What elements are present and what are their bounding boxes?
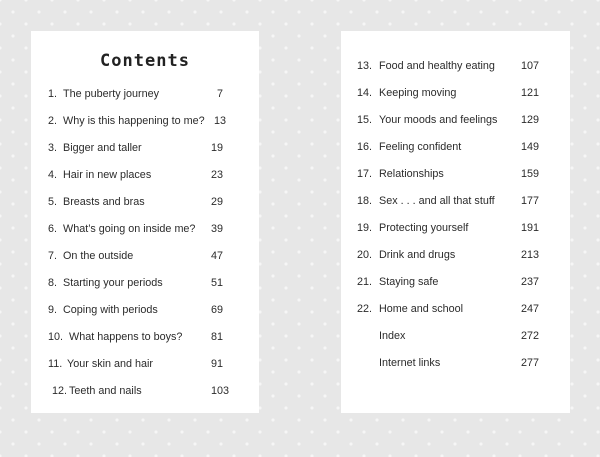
toc-entry[interactable] (341, 323, 570, 350)
toc-entry[interactable] (341, 296, 570, 323)
toc-entry-page: 247 (520, 303, 539, 315)
toc-entry[interactable] (31, 324, 259, 351)
toc-entry-title: Feeling confident (379, 141, 462, 153)
toc-entry[interactable] (341, 107, 570, 134)
toc-entry-page: 13 (213, 115, 226, 127)
toc-entry-title: Coping with periods (63, 304, 158, 316)
toc-entry-number: 21. (357, 276, 373, 288)
toc-entry-number: 10. (48, 331, 64, 343)
toc-entry-page: 7 (216, 88, 223, 100)
toc-entry-page: 51 (210, 277, 223, 289)
toc-entry-page: 277 (520, 357, 539, 369)
toc-entry-number: 6. (48, 223, 58, 235)
toc-entry[interactable] (31, 135, 259, 162)
toc-entry-title: Your skin and hair (67, 358, 154, 370)
toc-entry-number: 2. (48, 115, 58, 127)
toc-entry[interactable] (31, 351, 259, 378)
toc-entry-number: 16. (357, 141, 373, 153)
toc-entry-page: 29 (210, 196, 223, 208)
toc-entry[interactable] (31, 378, 259, 405)
toc-entry-number: 9. (48, 304, 58, 316)
toc-entry[interactable] (31, 108, 259, 135)
toc-entry-title: Staying safe (379, 276, 439, 288)
toc-entry-page: 272 (520, 330, 539, 342)
toc-entry-title: Your moods and feelings (379, 114, 498, 126)
toc-entry-number: 12. (52, 385, 68, 397)
toc-entry-number: 1. (48, 88, 58, 100)
toc-entry-title: Sex . . . and all that stuff (379, 195, 495, 207)
toc-entry[interactable] (341, 350, 570, 377)
toc-entry-title: The puberty journey (63, 88, 160, 100)
toc-entry-page: 237 (520, 276, 539, 288)
toc-entry-title: Why is this happening to me? (63, 115, 205, 127)
toc-entry-number: 17. (357, 168, 373, 180)
contents-list-left (31, 81, 259, 405)
toc-entry-page: 129 (520, 114, 539, 126)
toc-entry-page: 107 (520, 60, 539, 72)
toc-entry[interactable] (341, 269, 570, 296)
toc-entry-number: 13. (357, 60, 373, 72)
toc-entry-title: Starting your periods (63, 277, 163, 289)
toc-entry-page: 191 (520, 222, 539, 234)
toc-entry-title: Protecting yourself (379, 222, 469, 234)
toc-entry-number: 7. (48, 250, 58, 262)
toc-entry-number: 8. (48, 277, 58, 289)
toc-entry[interactable] (341, 53, 570, 80)
toc-entry-number: 5. (48, 196, 58, 208)
toc-entry-title: Relationships (379, 168, 444, 180)
toc-entry[interactable] (31, 243, 259, 270)
toc-entry-title: Keeping moving (379, 87, 457, 99)
toc-entry[interactable] (31, 189, 259, 216)
toc-entry-page: 23 (210, 169, 223, 181)
toc-entry[interactable] (31, 162, 259, 189)
toc-entry-page: 19 (210, 142, 223, 154)
toc-entry-number: 15. (357, 114, 373, 126)
toc-entry-number: 11. (48, 358, 63, 370)
toc-entry-title: Teeth and nails (69, 385, 142, 397)
toc-entry[interactable] (31, 216, 259, 243)
toc-entry-page: 39 (210, 223, 223, 235)
toc-entry-number: 22. (357, 303, 373, 315)
toc-entry-number: 4. (48, 169, 58, 181)
toc-entry-number: 20. (357, 249, 373, 261)
toc-entry[interactable] (31, 81, 259, 108)
toc-entry-number: 14. (357, 87, 373, 99)
toc-entry[interactable] (341, 161, 570, 188)
contents-panel-left (31, 31, 259, 413)
toc-entry-number: 18. (357, 195, 373, 207)
toc-entry-page: 69 (210, 304, 223, 316)
toc-entry-title: Index (379, 330, 406, 342)
toc-entry-title: Bigger and taller (63, 142, 142, 154)
contents-title: Contents (100, 51, 190, 71)
toc-entry-title: What happens to boys? (69, 331, 183, 343)
toc-entry-title: Food and healthy eating (379, 60, 495, 72)
toc-entry-page: 149 (520, 141, 539, 153)
toc-entry[interactable] (31, 270, 259, 297)
toc-entry-number: 19. (357, 222, 373, 234)
toc-entry-title: Breasts and bras (63, 196, 145, 208)
toc-entry-title: Drink and drugs (379, 249, 456, 261)
toc-entry-title: Home and school (379, 303, 464, 315)
toc-entry-page: 159 (520, 168, 539, 180)
toc-entry[interactable] (341, 134, 570, 161)
toc-entry[interactable] (31, 297, 259, 324)
toc-entry-title: Hair in new places (63, 169, 152, 181)
toc-entry-page: 47 (210, 250, 223, 262)
toc-entry-title: What’s going on inside me? (63, 223, 196, 235)
toc-entry[interactable] (341, 188, 570, 215)
toc-entry-page: 213 (520, 249, 539, 261)
toc-entry[interactable] (341, 242, 570, 269)
toc-entry-title: On the outside (63, 250, 134, 262)
toc-entry[interactable] (341, 215, 570, 242)
toc-entry-page: 91 (210, 358, 223, 370)
toc-entry[interactable] (341, 80, 570, 107)
contents-panel-right (341, 31, 570, 413)
toc-entry-title: Internet links (379, 357, 441, 369)
toc-entry-page: 177 (520, 195, 539, 207)
toc-entry-page: 103 (210, 385, 229, 397)
toc-entry-page: 121 (520, 87, 539, 99)
contents-list-right (341, 53, 570, 377)
toc-entry-number: 3. (48, 142, 58, 154)
toc-entry-page: 81 (210, 331, 223, 343)
